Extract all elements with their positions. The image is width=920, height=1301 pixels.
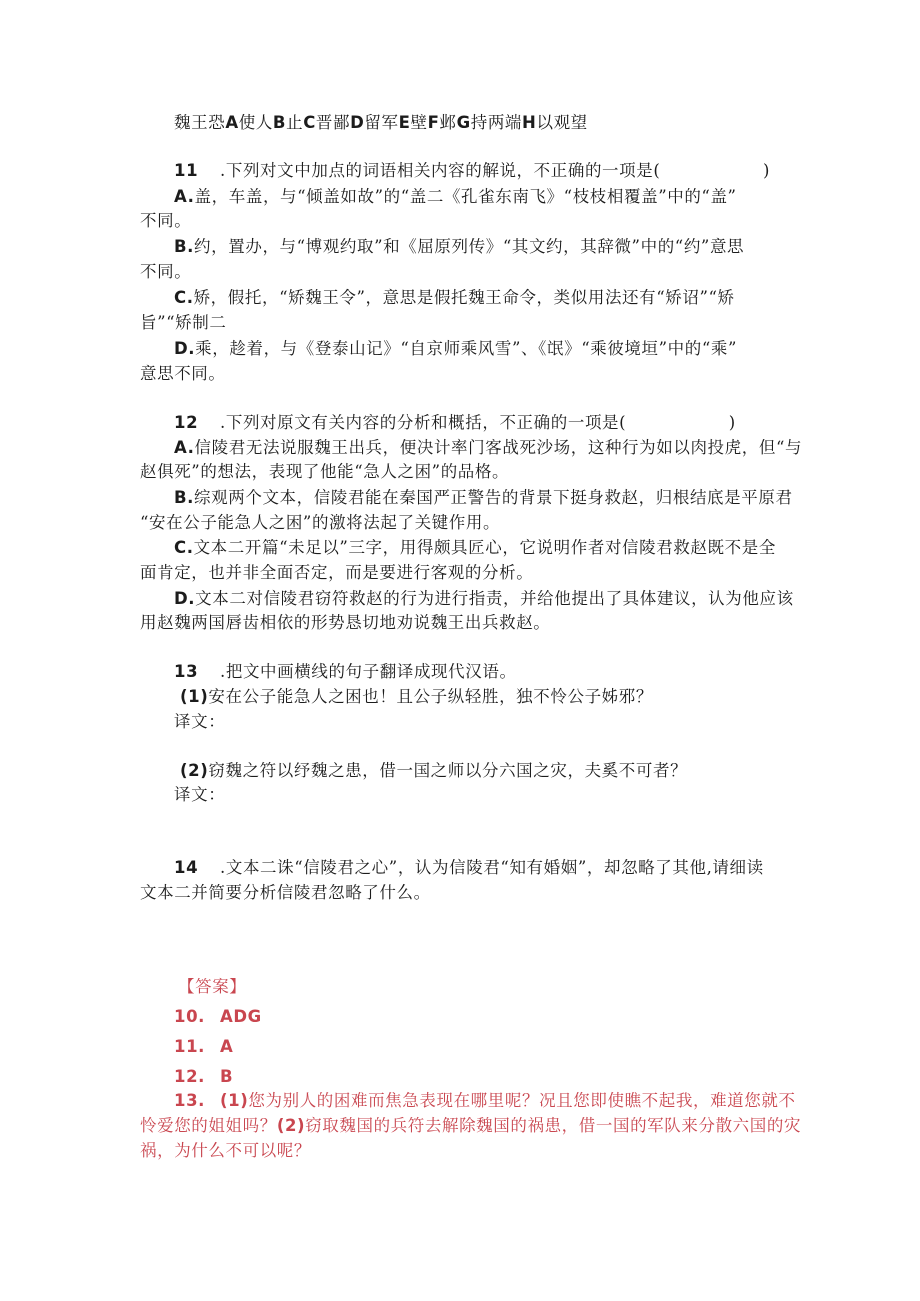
q12-option-b xyxy=(174,487,793,509)
segment-label: B xyxy=(272,113,287,132)
segment-label: D xyxy=(350,113,365,132)
option-text: 信陵君无法说服魏王出兵，便决计率门客战死沙场，这种行为如以肉投虎，但“与 xyxy=(194,438,803,457)
segment-label: C xyxy=(303,113,316,132)
q13-sentence-2 xyxy=(180,760,687,782)
answer-13 xyxy=(174,1090,796,1112)
question-11-stem xyxy=(174,160,770,182)
segment-text: 持两端 xyxy=(470,113,523,132)
q11-option-b xyxy=(174,236,744,258)
q12-option-b-cont: “安在公子能急人之困”的激将法起了关键作用。 xyxy=(140,513,501,532)
question-text: .下列对文中加点的词语相关内容的解说，不正确的一项是( ) xyxy=(220,161,771,180)
option-text: 文本二对信陵君窃符救赵的行为进行指责，并给他提出了具体建议，认为他应该 xyxy=(195,589,794,608)
option-text: 文本二开篇“未足以”三字，用得颇具匠心，它说明作者对信陵君救赵既不是全 xyxy=(193,538,776,557)
answer-value: B xyxy=(220,1067,234,1086)
option-text: 综观两个文本，信陵君能在秦国严正警告的背景下挺身救赵，归根结底是平原君 xyxy=(194,488,793,507)
question-number: 13 xyxy=(174,662,199,681)
question-text: .下列对原文有关内容的分析和概括，不正确的一项是( ) xyxy=(220,413,736,432)
segment-text: 魏王恐 xyxy=(174,113,226,132)
option-label: B. xyxy=(174,237,195,256)
q12-option-d xyxy=(174,588,794,610)
q11-option-d xyxy=(174,338,737,360)
question-text: .把文中画横线的句子翻译成现代汉语。 xyxy=(220,662,517,681)
answer-number: 13. xyxy=(174,1091,206,1110)
sentence-segmentation-line xyxy=(174,112,588,134)
option-label: C. xyxy=(174,538,194,557)
answer-11 xyxy=(174,1036,233,1058)
answer-13-cont-2: 祸，为什么不可以呢？ xyxy=(140,1141,311,1160)
q13-translation-2-label: 译文： xyxy=(174,785,226,804)
sentence-text: 安在公子能急人之困也！且公子纵轻胜，独不怜公子姊邪？ xyxy=(208,687,653,706)
segment-label: F xyxy=(427,113,440,132)
question-number: 11 xyxy=(174,161,199,180)
option-label: D. xyxy=(174,589,196,608)
answer-number: 11. xyxy=(174,1037,206,1056)
q11-option-a xyxy=(174,186,737,208)
segment-label: H xyxy=(522,113,537,132)
question-13-stem xyxy=(174,661,517,683)
answer-part-label: (2) xyxy=(276,1116,306,1135)
answer-text: 窃取魏国的兵符去解除魏国的祸患，借一国的军队来分散六国的灾 xyxy=(305,1116,802,1135)
q11-option-d-cont: 意思不同。 xyxy=(140,364,226,383)
sentence-text: 窃魏之符以纾魏之患，借一国之师以分六国之灾，夫奚不可者？ xyxy=(208,761,688,780)
answer-part-label: (1) xyxy=(220,1091,249,1110)
q12-option-c xyxy=(174,537,776,559)
answer-12 xyxy=(174,1066,233,1088)
q13-translation-1-label: 译文： xyxy=(174,712,226,731)
q11-option-b-cont: 不同。 xyxy=(140,262,192,281)
option-label: C. xyxy=(174,288,194,307)
segment-label: E xyxy=(398,113,411,132)
answer-number: 12. xyxy=(174,1067,206,1086)
segment-text: 止 xyxy=(286,113,304,132)
answer-10 xyxy=(174,1006,262,1028)
answer-header: 【答案】 xyxy=(178,977,247,996)
q11-option-c xyxy=(174,287,735,309)
answer-13-cont-1 xyxy=(140,1115,801,1137)
answer-text: 您为别人的困难而焦急表现在哪里呢？况且您即使瞧不起我，难道您就不 xyxy=(248,1091,796,1110)
question-text: .文本二诛“信陵君之心”，认为信陵君“知有婚姻”，却忽略了其他,请细读 xyxy=(220,858,764,877)
question-14-stem xyxy=(174,857,764,879)
segment-label: A xyxy=(225,113,239,132)
option-text: 矫，假托，“矫魏王令”，意思是假托魏王命令，类似用法还有“矫诏”“矫 xyxy=(193,288,735,307)
q12-option-a-cont: 赵俱死”的想法，表现了他能“急人之困”的品格。 xyxy=(140,462,510,481)
option-label: A. xyxy=(174,438,195,457)
segment-text: 晋鄙 xyxy=(315,113,351,132)
q12-option-d-cont: 用赵魏两国唇齿相依的形势恳切地劝说魏王出兵救赵。 xyxy=(140,613,551,632)
option-label: A. xyxy=(174,187,195,206)
segment-label: G xyxy=(456,113,471,132)
q12-option-a xyxy=(174,437,802,459)
answer-value: ADG xyxy=(220,1007,262,1026)
option-text: 约，置办，与“博观约取”和《屈原列传》“其文约，其辞微”中的“约”意思 xyxy=(194,237,745,256)
q12-option-c-cont: 面肯定，也并非全面否定，而是要进行客观的分析。 xyxy=(140,563,534,582)
sentence-label: (2) xyxy=(180,761,209,780)
q11-option-a-cont: 不同。 xyxy=(140,211,192,230)
option-text: 乘，趁着，与《登泰山记》“自京师乘风雪”、《氓》“乘彼境垣”中的“乘” xyxy=(195,339,738,358)
answer-number: 10. xyxy=(174,1007,206,1026)
answer-text: 怜爱您的姐姐吗？ xyxy=(140,1116,277,1135)
segment-text: 以观望 xyxy=(536,113,588,132)
option-label: D. xyxy=(174,339,196,358)
segment-text: 使人 xyxy=(238,113,273,132)
q13-sentence-1 xyxy=(180,686,653,708)
q11-option-c-cont: 旨”“矫制二 xyxy=(140,313,227,332)
option-label: B. xyxy=(174,488,195,507)
sentence-label: (1) xyxy=(180,687,209,706)
segment-text: 壁 xyxy=(410,113,428,132)
question-number: 14 xyxy=(174,858,199,877)
segment-text: 邺 xyxy=(439,113,457,132)
question-12-stem xyxy=(174,412,736,434)
segment-text: 留军 xyxy=(364,113,399,132)
answer-value: A xyxy=(220,1037,234,1056)
option-text: 盖，车盖，与“倾盖如故”的“盖二《孔雀东南飞》“枝枝相覆盖”中的“盖” xyxy=(194,187,737,206)
question-number: 12 xyxy=(174,413,199,432)
question-14-cont: 文本二并简要分析信陵君忽略了什么。 xyxy=(140,883,431,902)
